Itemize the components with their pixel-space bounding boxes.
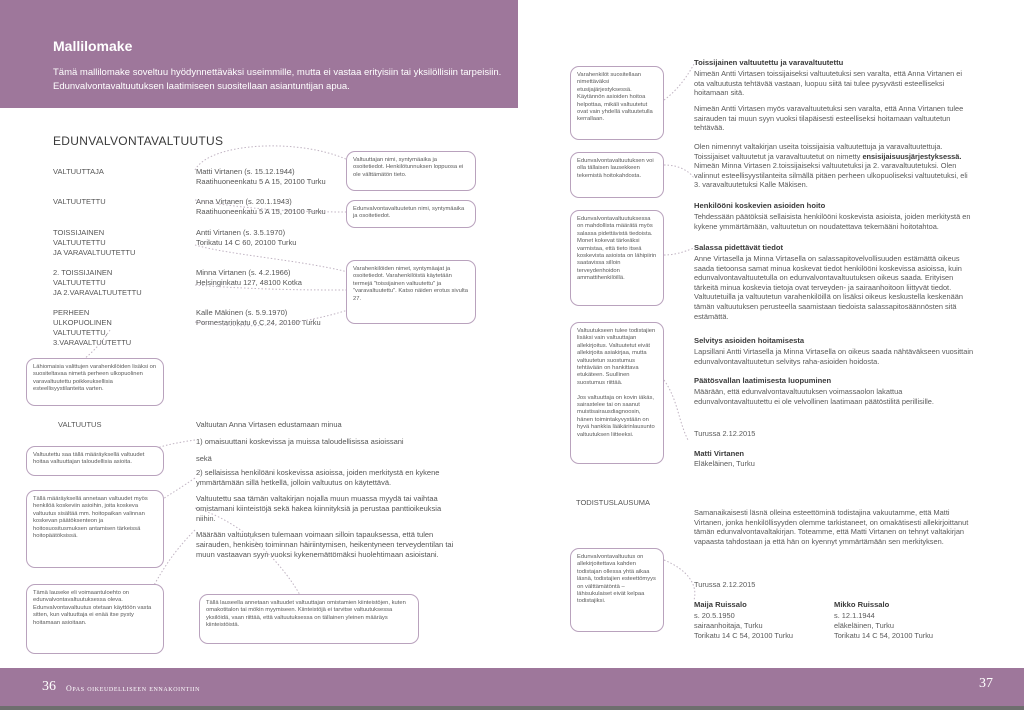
party-label: PERHEEN ULKOPUOLINEN VALTUUTETTU, 3.VARAVALTUUTETTU: [53, 308, 132, 347]
party-name: Matti Virtanen (s. 15.12.1944): [196, 167, 295, 176]
section-paragraph: Nimeän Antti Virtasen toissijaiseksi valtuutetuksi sen varalta, että Anna Virtanen ei ota valtuutusta tehtävää vastaan, luopuu siitä tai tulee pysyvästi esteelliseksi hoitamaan sitä.: [694, 69, 962, 98]
section-paragraph: Nimeän Antti Virtasen myös varavaltuutetuksi sen varalta, että Anna Virtanen tulee sairauden tai muun syyn vuoksi tilapäisesti esteelliseksi hoitamaan valtuutetun tehtävää.: [694, 104, 964, 133]
callout-allekirjoitus: Valtuutukseen tulee todistajien lisäksi vain valtuuttajan allekirjoitus. Valtuutetut eivät allekirjoita asiakirjaa, mutta valtuutetun suostumus tehtävään on hankittava etukäteen. Suullinen suostumus riittää. Jos valtuuttaja on kovin iäkäs, sairastelee tai on saanut muistisairausdiagnoosin, hänen toimintakyvystään on hyvä hankkia lääkärinlausunto valtuutuksen liitteeksi.: [570, 322, 664, 464]
witness-name: Mikko Ruissalo: [834, 600, 890, 609]
section-paragraph: Anne Virtasella ja Minna Virtasella on salassapitovelvollisuuden estämättä oikeus saada tietoonsa samat minua koskevat tiedot henkilööni koskevissa asioissa, kuin edunvalvontavaltuutetulla on edunvalvontavaltuutuksen oikeus saada. Erityisen tärkeitä minua koskevia tietoja ovat terveyden- ja sairaanhoitoon liittyvät tiedot. Valtuutetuilla ja valtuutetun varahenkilöillä on lisäksi oikeus keskustella keskenään tämän valtuutuksen perusteella saamistaan tiedoista salassapitosäännösten sitä estämättä.: [694, 254, 963, 321]
witness-label: TODISTUSLAUSUMA: [576, 498, 651, 507]
valtuutus-item: 2) sellaisissa henkilöäni koskevissa asioissa, joiden merkitystä en kykene ymmärtämään sillä hetkellä, jolloin valtuutus on käytettävä.: [196, 468, 440, 487]
witness-title: sairaanhoitaja, Turku: [694, 621, 763, 630]
valtuutus-paragraph: Valtuutettu saa tämän valtakirjan nojalla muun muassa myydä tai vaihtaa omistamani kiinteistöjä sekä hakea kiinnityksiä ja perustaa panttioikeuksia niihin.: [196, 494, 442, 523]
signer-title: Eläkeläinen, Turku: [694, 459, 755, 468]
section-title: Päätösvallan laatimisesta luopuminen: [694, 376, 832, 385]
party-address: Pormestarinkatu 6 C 24, 20100 Turku: [196, 318, 321, 327]
callout-valtuutettu: Edunvalvontavaltuutetun nimi, syntymäaika ja osoitetiedot.: [346, 200, 476, 228]
valtuutus-intro: Valtuutan Anna Virtasen edustamaan minua: [196, 420, 342, 429]
party-name: Antti Virtanen (s. 3.5.1970): [196, 228, 286, 237]
party-address: Raatihuoneenkatu 5 A 15, 20100 Turku: [196, 177, 326, 186]
section-paragraph: Määrään, että edunvalvontavaltuutuksen voimassaolon lakattua edunvalvontavaltuutettu ei ole velvollinen laatimaan päätöstilitä perillisille.: [694, 387, 934, 406]
section-paragraph: Tehdessään päätöksiä sellaisista henkilööni koskevista asioista, joiden merkitystä en kykene ymmärtämään, valtuutetun on noudatettava tekemääni hoitotahtoa.: [694, 212, 971, 231]
witness-born: s. 12.1.1944: [834, 611, 875, 620]
intro-text: Tämä mallilomake soveltuu hyödynnettäväksi useimmille, mutta ei vastaa erityisiin tai yksilöllisiin tarpeisiin. Edunvalvontavaltuutuksen laatimiseen suositellaan asiantuntijan apua.: [53, 67, 502, 92]
witness-address: Torikatu 14 C 54, 20100 Turku: [834, 631, 934, 640]
witness-address: Torikatu 14 C 54, 20100 Turku: [694, 631, 794, 640]
witness-name: Maija Ruissalo: [694, 600, 747, 609]
witness-title: eläkeläinen, Turku: [834, 621, 894, 630]
party-address: Torikatu 14 C 60, 20100 Turku: [196, 238, 297, 247]
party-label: 2. TOISSIJAINEN VALTUUTETTU JA 2.VARAVALTUUTETTU: [53, 268, 142, 297]
place-date: Turussa 2.12.2015: [694, 429, 756, 438]
signer-name: Matti Virtanen: [694, 449, 745, 458]
section-title: Salassa pidettävät tiedot: [694, 243, 784, 252]
page-number-left: 36: [42, 679, 56, 694]
section-title: Selvitys asioiden hoitamisesta: [694, 336, 805, 345]
valtuutus-item: 1) omaisuuttani koskevissa ja muissa taloudellisissa asioissani: [196, 437, 404, 446]
party-name: Minna Virtanen (s. 4.2.1966): [196, 268, 291, 277]
callout-valtuuttaja: Valtuuttajan nimi, syntymäaika ja osoitetiedot. Henkilötunnuksen loppuosa ei ole välttämätön tieto.: [346, 151, 476, 191]
page-number-right: 37: [979, 676, 993, 691]
callout-etusijajarjestys: Varahenkilöt suositellaan nimettäväksi etusijajärjestyksessä. Käytännön asioiden hoitoa helpottaa, mikäli valtuutetut ovat vain yhdellä valtuutetulla kerrallaan.: [570, 66, 664, 140]
witness-born: s. 20.5.1950: [694, 611, 735, 620]
party-address: Raatihuoneenkatu 5 A 15, 20100 Turku: [196, 207, 326, 216]
section-paragraph: Lapsillani Antti Virtasella ja Minna Virtasella on oikeus saada nähtäväkseen vuosittain edunvalvontavaltuutetun selvitys raha-asioiden hoidosta.: [694, 347, 974, 366]
party-name: Kalle Mäkinen (s. 5.9.1970): [196, 308, 288, 317]
callout-kiinteistot: Tällä lauseella annetaan valtuudet valtuuttajan omistamien kiinteistöjen, kuten omakotitalon tai mökin myymiseen. Kiinteistöjä ei tarvitse valtuutuksessa yksilöidä, vaan riittää, että valtuutuksessa on tällainen yleinen määräys kiinteistöistä.: [199, 594, 419, 644]
callout-varahenkilot: Varahenkilöiden nimet, syntymäajat ja osoitetiedot. Varahenkilöistä käytetään termejä "toissijainen valtuutettu" ja "varavaltuutettu". Katso näiden erotus sivulta 27.: [346, 260, 476, 324]
section-title: Toissijainen valtuutettu ja varavaltuutettu: [694, 58, 844, 67]
callout-voimaantulo: Tämä lauseke eli voimaantuloehto on edunvalvontavaltuutuksessa oleva. Edunvalvontavaltuutus otetaan käyttöön vasta sitten, kun valtuuttaja ei enää itse pysty hoitamaan asioitaan.: [26, 584, 164, 654]
callout-ulkopuolinen: Lähiomaisia valittujen varahenkilöiden lisäksi on suositeltavaa nimetä perheen ulkopuolinen varavaltuutettu poikkeuksellisia esteellisyystilanteita varten.: [26, 358, 164, 406]
callout-taloudelliset: Valtuutettu saa tällä määräyksellä valtuudet hoitaa valtuuttajan taloudellisia asioita.: [26, 446, 164, 476]
footer-stripe: [0, 706, 1024, 710]
witness-date: Turussa 2.12.2015: [694, 580, 756, 589]
party-label: VALTUUTTAJA: [53, 167, 104, 176]
party-label: VALTUUTETTU: [53, 197, 106, 206]
witness-statement: Samanaikaisesti läsnä olleina esteettöminä todistajina vakuutamme, että Matti Virtanen, jonka henkilöllisyyden olemme tarkistaneet, on omakätisesti allekirjoittanut tämän edunvalvontavaltakirjan. Toteamme, että Matti Virtanen on tehnyt valtakirjan vapaasta tahdostaan ja että hän on kyennyt ymmärtämään sen merkityksen.: [694, 508, 969, 546]
footer-title: Opas oikeudelliseen ennakointiin: [66, 684, 201, 693]
party-address: Helsinginkatu 127, 48100 Kotka: [196, 278, 302, 287]
callout-todistajat: Edunvalvontavaltuutus on allekirjoitettava kahden todistajan ollessa yhtä aikaa läsnä, todistajien esteettömyys on välttämätöntä – lähisukulaiset eivät kelpaa todistajiksi.: [570, 548, 664, 632]
callout-hoitotahto: Edunvalvontavaltuutuksen voi olla tällaisen lausekkeen tekemistä hoitokahdosta.: [570, 152, 664, 198]
section-paragraph: Olen nimennyt valtakirjan useita toissijaisia valtuutettuja ja varavaltuutettuja. Toissijaiset valtuutetut ja varavaltuutetut on nimetty ensisijaisuusjärjestyksessä. Nimeän Minna Virtasen 2.toissijaiseksi valtuutetuksi ja 2. varavaltuutetuksi. Olen valinnut esteellisyystilanteita silmällä pitäen perheen ulkopuoliseksi valtuutetuksi, eli 3. varavaltuutetuksi Kalle Mäkisen.: [694, 142, 968, 190]
party-name: Anna Virtanen (s. 20.1.1943): [196, 197, 292, 206]
page-title: Mallilomake: [53, 38, 133, 54]
callout-henkiloasiat: Tällä määräyksellä annetaan valtuudet myös henkilöä koskeviin asioihin, joita koskeva valtuutus sisältää mm. hoitopaikan valinnan koskevan päätöksenteon ja hoitosuositusmuksen antamisen tärkeissä hoitopäätöksissä.: [26, 490, 164, 568]
valtuutus-seka: sekä: [196, 454, 212, 463]
party-label: TOISSIJAINEN VALTUUTETTU JA VARAVALTUUTETTU: [53, 228, 136, 257]
valtuutus-paragraph: Määrään valtuutuksen tulemaan voimaan silloin tapauksessa, että tulen sairauden, henkisen toiminnan häiriintymisen, heikentyneen terveydentilan tai muun vastaavan syyn vuoksi kykenemättömäksi huolehtimaan asioistani.: [196, 530, 454, 559]
section-title: Henkilööni koskevien asioiden hoito: [694, 201, 826, 210]
document-title: EDUNVALVONTAVALTUUTUS: [53, 134, 224, 148]
callout-salassapito: Edunvalvontavaltuutuksessa on mahdollista määrätä myös salassa pidettävistä tiedoista. Monet kokevat tärkeäksi varmistaa, että tieto itseä koskevista asioista on lähipiirin saatavissa silloin terveydenhoidon ammattihenkilöillä.: [570, 210, 664, 306]
valtuutus-label: VALTUUTUS: [58, 420, 102, 429]
